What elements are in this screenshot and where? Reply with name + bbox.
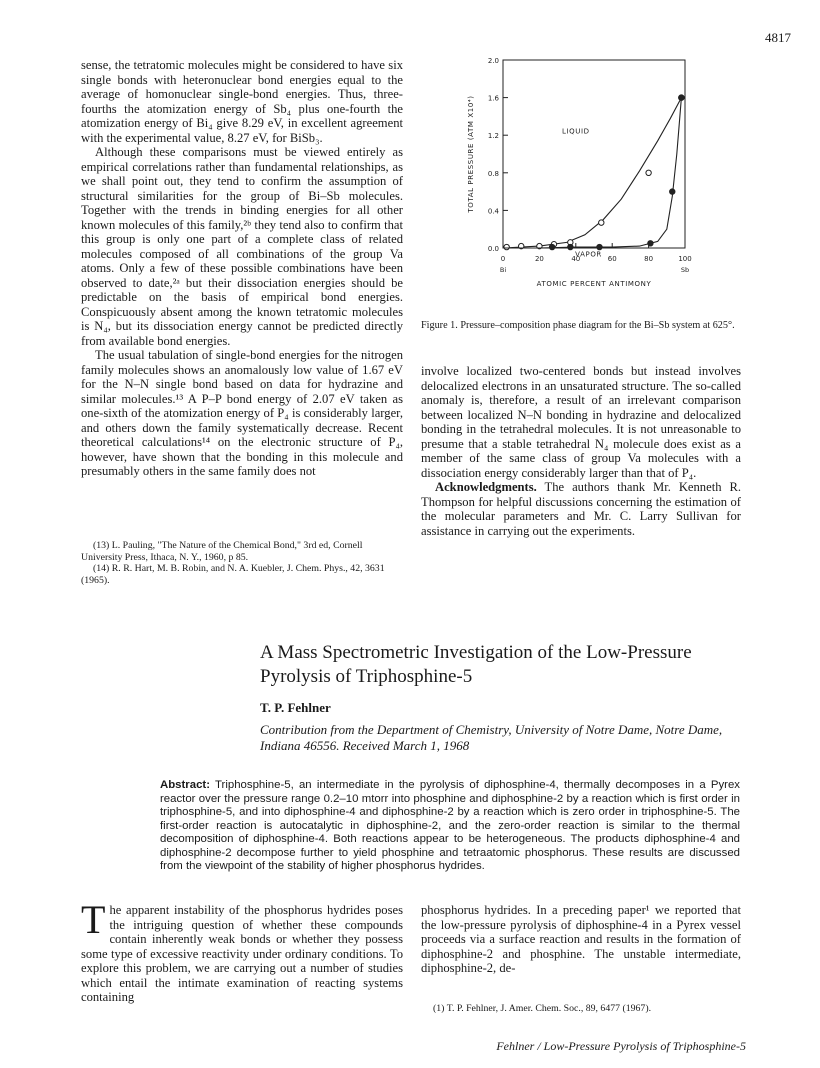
plot-frame [503,60,685,248]
acknowledgments [421,480,741,538]
filled-data-point [648,241,653,246]
end-label-sb: Sb [680,266,690,274]
page-number: 4817 [765,30,791,45]
intro-continued: phosphorus hydrides. In a preceding paper¹ we reported that the low-pressure pyrolysis of diphosphine-4 in a Pyrex vessel proceeds via a surface reaction and results in the formation of diphosphine-2 and phosphine. The unstable intermediate, diphosphine-2, de- [421,903,741,975]
article-title: A Mass Spectrometric Investigation of the Low-Pressure Pyrolysis of Triphosphine-5 [260,642,692,687]
end-label-bi: Bi [499,266,507,274]
footnote-13: (13) L. Pauling, "The Nature of the Chemical Bond," 3rd ed, Cornell University Press, Ithaca, N. Y., 1960, p 85. [81,540,363,563]
intro-left-column [81,897,403,1005]
x-tick-label: 80 [644,255,654,263]
article-affiliation: Contribution from the Department of Chemistry, University of Notre Dame, Notre Dame, Indiana 46556. Received March 1, 1968 [260,722,723,753]
drop-cap: T [81,897,106,942]
region-label-vapor: VAPOR [575,250,602,259]
intro-right-column [421,903,741,976]
filled-data-point [549,244,554,249]
y-tick-label: 2.0 [487,57,499,65]
intro-text: he apparent instability of the phosphorus hydrides poses the intriguing question of whether these compounds contain inherently weak bonds or whether they possess some type of excessive reactivity under ordinary conditions. To explore this problem, we are carrying out a number of studies which entail the intimate examination of reacting systems containing [81,903,403,1004]
y-tick-label: 0.0 [487,245,499,253]
x-tick-label: 60 [607,255,617,263]
y-tick-label: 1.6 [487,94,499,103]
running-footer: Fehlner / Low-Pressure Pyrolysis of Triphosphine-5 [496,1039,746,1053]
left-column-text [81,58,403,479]
abstract-label: Abstract: [160,779,211,791]
ack-text: The authors thank Mr. Kenneth R. Thompson for helpful discussions concerning the estimation of the molecular parameters and Mr. C. Larry Sullivan for assistance in carrying out the experiments. [421,480,741,538]
footnotes-left [81,540,403,586]
y-tick-label: 0.8 [487,169,499,178]
paragraph: The usual tabulation of single-bond energies for the nitrogen family molecules shows an anomalously low value of 1.67 eV for the N–N single bond based on data for hydrazine and similar molecules.¹³ A P–P bond energy of 2.07 eV taken as one-sixth of the atomization energy of P₄ is considerably larger, and others down the family systematically decrease. Recent theoretical calculations¹⁴ on the electronic structure of P₄, however, have shown that the bonding in this molecule and presumably others in the same family does not [81,348,403,478]
abstract [160,779,740,874]
x-tick-label: 20 [534,255,544,263]
article-author: T. P. Fehlner [260,700,331,715]
x-axis-label: ATOMIC PERCENT ANTIMONY [536,280,652,288]
figure-caption: Figure 1. Pressure–composition phase diagram for the Bi–Sb system at 625°. [421,320,735,331]
footnote-1: (1) T. P. Fehlner, J. Amer. Chem. Soc., 89, 6477 (1967). [433,1003,652,1014]
phase-diagram-figure [455,50,745,320]
x-tick-label: 100 [678,255,692,263]
intro-paragraph [81,897,403,1005]
filled-data-point [597,244,602,249]
filled-data-point [679,95,684,100]
paragraph: involve localized two-centered bonds but instead involves delocalized electrons in an unsaturated structure. The so-called anomaly is, therefore, a result of an irrelevant comparison between localized N–N bonding in hydrazine and delocalized bonding in the tetrahedral molecules. It is not unreasonable to presume that a stable tetrahedral N₄ molecule does exist as a member of the same class of group Va molecules with a dissociation energy considerably larger than that of P₄. [421,364,741,480]
y-axis-label: TOTAL PRESSURE (ATM X10⁴) [467,95,475,213]
paragraph: sense, the tetratomic molecules might be considered to have six single bonds with heteronuclear bond energies equal to the average of homonuclear single-bond energies. Thus, three-fourths the atomization energy of Sb₄ plus one-fourth the atomization energy of Bi₄ give 8.29 eV, in excellent agreement with the experimental value, 8.27 eV, for BiSb₃. [81,58,403,145]
footnote-14: (14) R. R. Hart, M. B. Robin, and N. A. Kuebler, J. Chem. Phys., 42, 3631 (1965). [81,563,385,586]
y-tick-label: 0.4 [487,207,499,216]
liquidus-curve [503,98,681,248]
ack-label: Acknowledgments. [435,480,537,494]
abstract-text: Triphosphine-5, an intermediate in the pyrolysis of diphosphine-4, thermally decomposes in a Pyrex reactor over the pressure range 0.2–10 mtorr into phosphine and diphosphine-2 by a reaction which is first order in triphosphine-5, and into diphosphine-4 and diphosphine-2 by a reaction which is zero order in triphosphine-5. The first-order reaction is autocatalytic in diphosphine-2, and the zero-order reaction is similar to the thermal decomposition of diphosphine-4. Both reactions appear to be heterogeneous. The products diphosphine-4 and diphosphine-2 decompose further to yield phosphine and tetraatomic phosphorus. These results are discussed from the viewpoint of the stability of higher phosphorus hydrides. [160,779,740,872]
open-data-point [646,170,651,175]
filled-data-point [670,189,675,194]
region-label-liquid: LIQUID [561,127,590,136]
filled-data-point [568,244,573,249]
vapor-curve [503,98,681,248]
x-tick-label: 0 [500,255,506,263]
right-column-text [421,364,741,538]
open-data-point [599,220,604,225]
phase-diagram-chart [455,50,745,320]
paragraph: Although these comparisons must be viewed entirely as empirical correlations rather than fundamental relationships, as we shall point out, they tend to confirm the assumption of structural similarities for the group of Bi–Sb molecules. Together with the trends in binding energies for all other known molecules of this family,²ᵇ they tend also to confirm that this group is only one part of a complete class of related molecules composed of all combinations of the group Va atoms. Only a few of these possible combinations have been observed to date,²ᵃ but their dissociation energies should be predictable on the basis of empirical bond energies. Conspicuously absent among the known tetratomic molecules is N₄, but its dissociation energy cannot be predicted directly from available bond energies. [81,145,403,348]
open-data-point [504,244,509,249]
x-tick-label: 40 [571,255,581,263]
y-tick-label: 1.2 [487,132,499,141]
